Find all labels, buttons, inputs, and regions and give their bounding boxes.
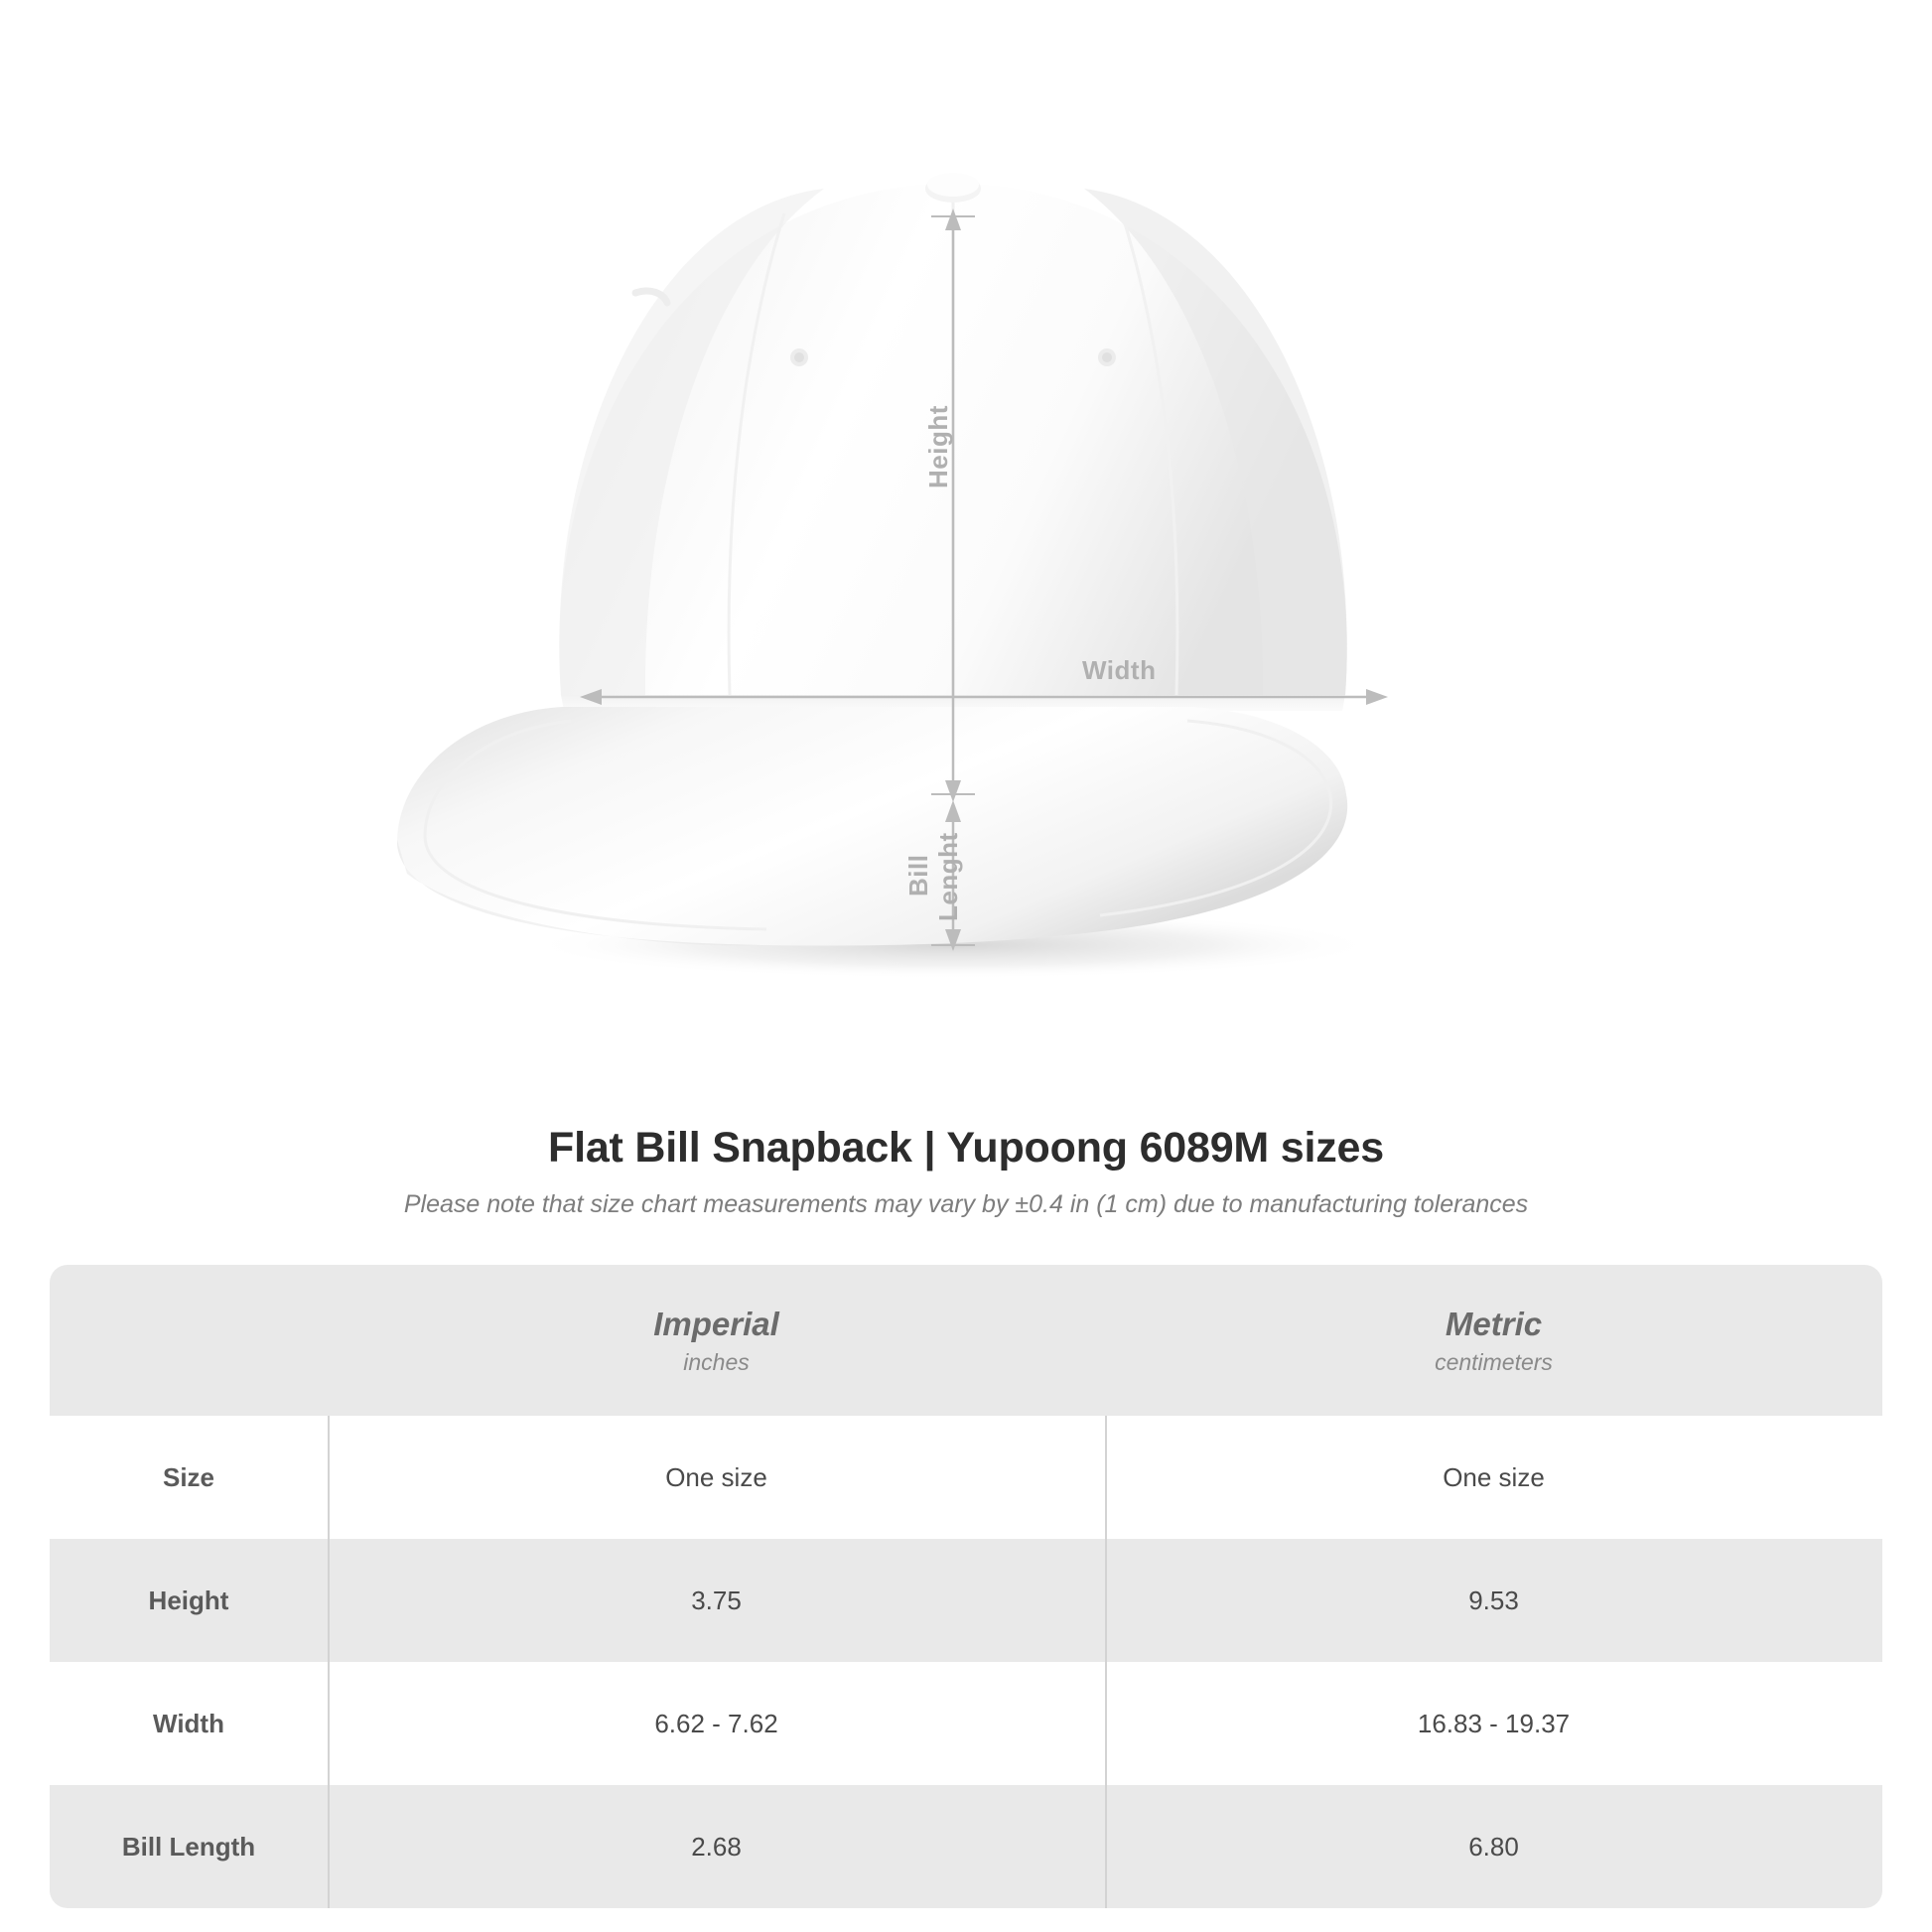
row-label-width: Width (50, 1662, 328, 1785)
table-row (50, 1662, 1882, 1785)
table-row (50, 1785, 1882, 1908)
row-label-size: Size (50, 1416, 328, 1539)
header-unit-name-metric: Metric (1445, 1305, 1543, 1342)
size-table-wrapper (50, 1265, 1882, 1908)
row-value-size-metric: One size (1105, 1416, 1882, 1539)
row-value-bill-length-metric: 6.80 (1105, 1785, 1882, 1908)
dimension-label-width: Width (1082, 655, 1157, 685)
header-unit-sub-imperial: inches (683, 1348, 750, 1375)
header-unit-name-imperial: Imperial (653, 1305, 779, 1342)
dimension-label-bill-length-line1: Bill (903, 854, 933, 897)
header-cell-metric (1105, 1265, 1882, 1416)
row-value-size-imperial: One size (328, 1416, 1105, 1539)
tolerance-note: Please note that size chart measurements may vary by ±0.4 in (1 cm) due to manufacturing tolerances (403, 1190, 1529, 1218)
header-cell-imperial (328, 1265, 1105, 1416)
size-table (50, 1265, 1882, 1908)
header-unit-sub-metric: centimeters (1435, 1348, 1553, 1375)
title-block (0, 1124, 1932, 1219)
dimension-label-height: Height (923, 405, 953, 488)
row-value-width-metric: 16.83 - 19.37 (1105, 1662, 1882, 1785)
row-label-bill-length: Bill Length (50, 1785, 328, 1908)
row-value-bill-length-imperial: 2.68 (328, 1785, 1105, 1908)
table-row (50, 1416, 1882, 1539)
row-value-height-metric: 9.53 (1105, 1539, 1882, 1662)
table-row (50, 1539, 1882, 1662)
row-value-width-imperial: 6.62 - 7.62 (328, 1662, 1105, 1785)
row-label-height: Height (50, 1539, 328, 1662)
dimension-label-bill-length-line2: Lenght (933, 832, 963, 921)
header-blank-cell (50, 1265, 328, 1416)
row-value-height-imperial: 3.75 (328, 1539, 1105, 1662)
table-header-row (50, 1265, 1882, 1416)
page-title: Flat Bill Snapback | Yupoong 6089M sizes (548, 1124, 1384, 1172)
